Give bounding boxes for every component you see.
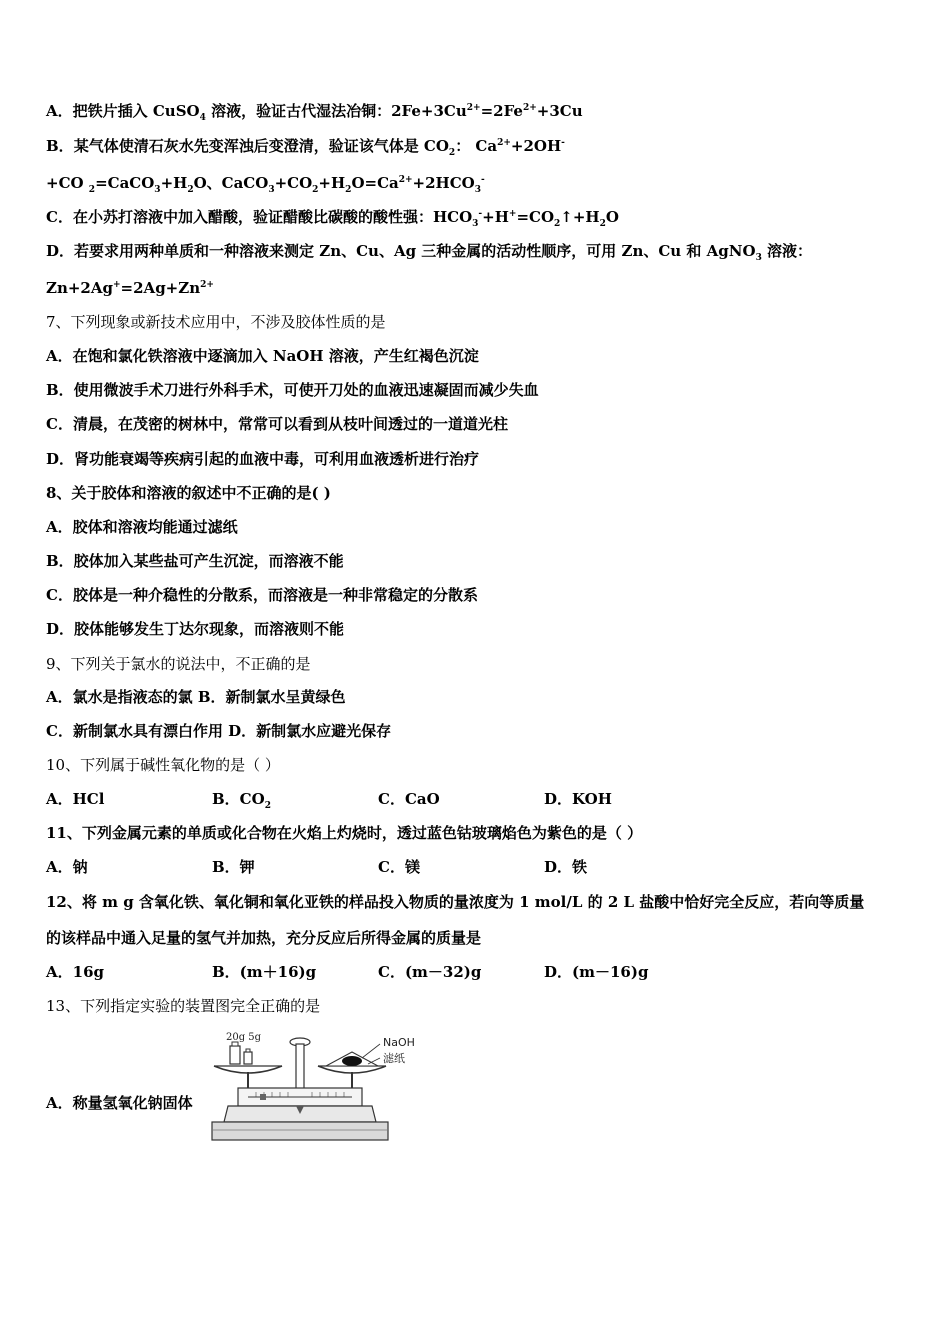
q8-option-c: C．胶体是一种介稳性的分散系，而溶液是一种非常稳定的分散系 [46,586,478,604]
q6-option-d-line1: D．若要求用两种单质和一种溶液来测定 Zn、Cu、Ag 三种金属的活动性顺序，可用 Zn、Cu 和 AgNO$_3$ 溶液： [46,242,813,263]
q9-stem: 9、下列关于氯水的说法中，不正确的是 [46,655,311,673]
q10-option-b: B．$CO_2$ [212,790,271,811]
q13-option-a-label: A．称量氢氧化钠固体 [46,1094,193,1112]
q11-options [46,857,910,877]
q12-option-d: D．(m－16)g [544,963,649,981]
weight-5g [244,1052,252,1064]
q12-options [46,962,910,982]
q6-option-b-line1: B．某气体使清石灰水先变浑浊后变澄清，验证该气体是 $CO_2$： $Ca^{2+}+2OH^-$ [46,137,565,158]
q6-option-c: C．在小苏打溶液中加入醋酸，验证醋酸比碳酸的酸性强：$HCO_3^-+H^+=CO_2↑+H_2O$ [46,208,619,229]
q7-option-b: B．使用微波手术刀进行外科手术，可使开刀处的血液迅速凝固而减少失血 [46,381,539,399]
filter-paper-label: 滤纸 [383,1052,405,1065]
q10-stem: 10、下列属于碱性氧化物的是（ ） [46,756,280,774]
naoh-label: NaOH [383,1036,415,1049]
q11-option-d: D．铁 [544,858,588,876]
q9-options-ab: A．氯水是指液态的氯 B．新制氯水呈黄绿色 [46,688,346,706]
q8-option-d: D．胶体能够发生丁达尔现象，而溶液则不能 [46,620,345,638]
q12-stem-line2: 的该样品中通入足量的氢气并加热，充分反应后所得金属的质量是 [46,929,482,947]
q8-stem: 8、关于胶体和溶液的叙述中不正确的是( ) [46,484,331,502]
q11-stem: 11、下列金属元素的单质或化合物在火焰上灼烧时，透过蓝色钴玻璃焰色为紫色的是（ ） [46,824,643,842]
q8-option-a: A．胶体和溶液均能通过滤纸 [46,518,238,536]
q10-option-a: A．HCl [46,790,105,808]
weights-label: 20g 5g [226,1032,262,1043]
q6-option-b-line2: +CO $_2=CaCO_3+H_2O$、$CaCO_3+CO_2+H_2O=Ca^{2+}+2HCO_3^-$ [46,174,485,195]
q13-option-a [46,1030,446,1150]
q12-option-a: A．16g [46,963,105,981]
scale-base [212,1122,388,1140]
q10-options [46,789,910,809]
q11-option-a: A．钠 [46,858,88,876]
q13-stem: 13、下列指定实验的装置图完全正确的是 [46,997,321,1015]
left-pan [214,1066,282,1073]
balance-scale-figure [208,1030,423,1148]
weight-5g-knob [246,1049,250,1052]
naoh-solid [342,1056,362,1066]
weight-20g [230,1046,240,1064]
q11-option-b: B．钾 [212,858,255,876]
q12-stem-line1: 12、将 m g 含氧化铁、氧化铜和氧化亚铁的样品投入物质的量浓度为 1 mol/L 的 2 L 盐酸中恰好完全反应，若向等质量 [46,893,865,911]
q7-option-c: C．清晨，在茂密的树林中，常常可以看到从枝叶间透过的一道道光柱 [46,415,508,433]
q11-option-c: C．镁 [378,858,420,876]
q9-options-cd: C．新制氯水具有漂白作用 D．新制氯水应避光保存 [46,722,392,740]
q10-option-d: D．KOH [544,790,612,808]
q7-option-d: D．肾功能衰竭等疾病引起的血液中毒，可利用血液透析进行治疗 [46,450,480,468]
q12-option-c: C．(m－32)g [378,963,482,981]
q6-option-d-line2: $Zn+2Ag^+=2Ag+Zn^{2+}$ [46,279,214,297]
rider [260,1094,266,1100]
q8-option-b: B．胶体加入某些盐可产生沉淀，而溶液不能 [46,552,344,570]
q12-option-b: B．(m＋16)g [212,963,317,981]
q7-stem: 7、下列现象或新技术应用中，不涉及胶体性质的是 [46,313,386,331]
q7-option-a: A．在饱和氯化铁溶液中逐滴加入 NaOH 溶液，产生红褐色沉淀 [46,347,479,365]
q10-option-c: C．CaO [378,790,440,808]
q6-option-a: A．把铁片插入 CuSO$_4$ 溶液，验证古代湿法冶铜：$2Fe+3Cu^{2+}=2Fe^{2+}+3Cu$ [46,102,583,123]
right-pan [318,1066,386,1073]
